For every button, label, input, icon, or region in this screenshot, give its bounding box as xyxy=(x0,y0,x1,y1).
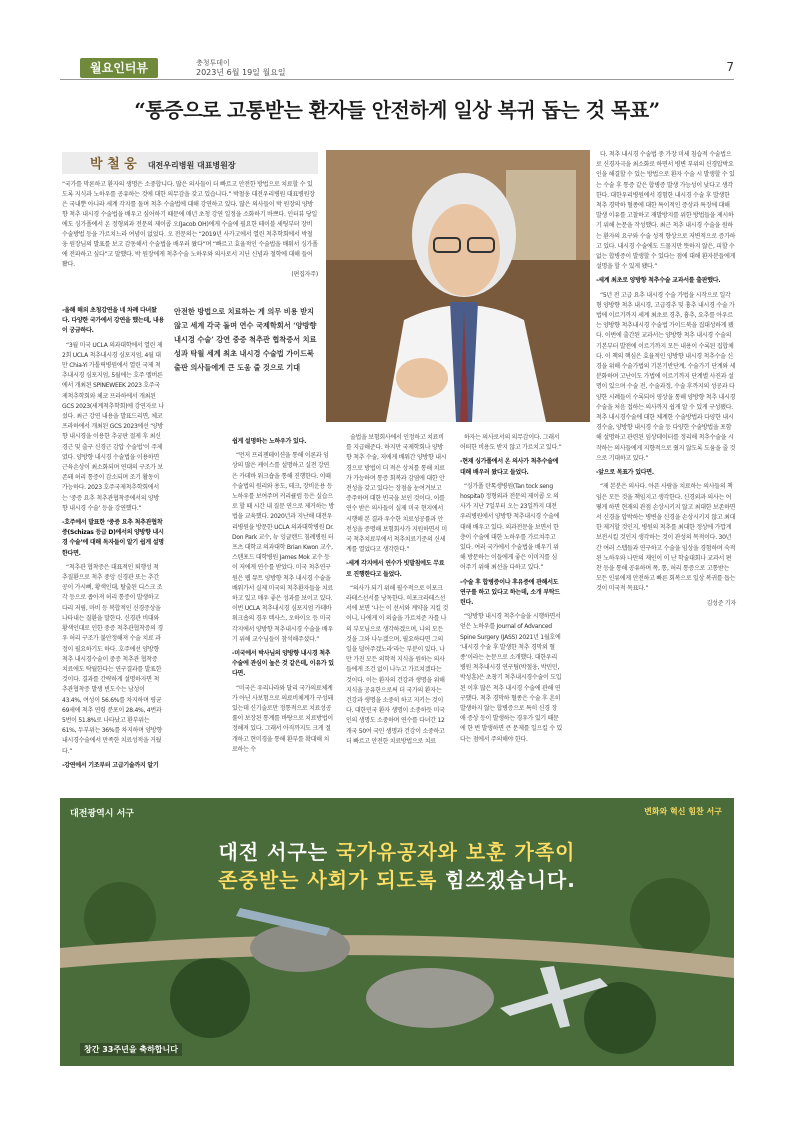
question: -세계 각지에서 연수가 빗발침에도 무료로 진행한다고 들었다. xyxy=(346,560,445,578)
answer: “5년 전 고급 요추 내시경 수술 가법을 시작으로 일각형 양방향 척추 내시경, 고급경추 및 흉추 내시경 수술 가법에 이르기까지 세계 최초로 경추, 흉추, 요추를 아우르는 양방향 척추내시경 수술법 가이드북을 집대성하게 됐다. 이번에 출간된 교과서는 양방향 척추 내시경 수술의 기본부터 발전에 이르기까지 모든 내용이 수록된 집합체다. 이 책의 핵심은 효율적인 양방향 내시경 척추수술 신경을 위해 수술가법의 기본기반단계, 수술가기 단계와 세분화하며 고난이도 가법에 이르기까지 단계별 사진과 설명이 있으며 수술 전, 수술과정, 수술 후까지의 성공과 다양한 시례들이 수록되어 영상을 통해 양방향 척추 내시경 수술을 처음 접하는 의사까지 쉽게 알 수 있게 구성됐다. 척추 내시경수술에 대한 체계한 수술방법과 다양한 내시경수술, 양방향 내시경 수술 등 다양한 수술방법을 포함해 설명하고 관련된 임상데이터를 정리해 척추수술을 시작하는 의사들에게 지향적으로 줬지 않도록 도움을 줄 것으로 기대하고 있다.” xyxy=(596,291,736,462)
ad-headline-line-2 xyxy=(60,864,734,893)
article-column-4 xyxy=(460,433,562,749)
article-column-1 xyxy=(62,302,164,775)
page-number: 7 xyxy=(726,60,734,74)
advertisement xyxy=(60,798,734,1066)
interviewee-banner xyxy=(62,152,318,174)
ad-district-logo: 대전광역시 서구 xyxy=(70,809,134,819)
question: -올해 해외 초청강연을 네 차례 다녀왔다. 다양한 국가에서 강연을 했는데, 내용이 궁금하다. xyxy=(62,307,164,335)
interviewee-name: 박 철 웅 xyxy=(90,157,137,172)
article-column-5 xyxy=(596,150,736,609)
ad-slogan: 변화와 혁신 힘찬 서구 xyxy=(644,807,722,816)
answer: “양방향 내시경 척추수술을 시행하면서 얻은 노하우를 Journal of Advanced Spine Surgery (JASS) 2021년 1월호에 ‘내시경 수술 후 발생한 척추 경막외 혈종’이라는 논문으로 소개했다. 대한우리병원 척추내시경 연구팀(박철웅, 박민민, 박성훈)은 초창기 척추내시경수술이 도입된 이후 많은 척추 내시경 수술에 관해 연구했다. 척추 경막하 혈종은 수술 후 흔히 발생하지 않는 합병증으로 특히 신경 장애 증상 등이 발생하는 경우가 있기 때문에 한 번 발생하면 큰 문제를 일으킬 수 있다는 점에서 주의해야 한다. xyxy=(460,613,562,743)
ad-highlight-text: 존중받는 사회가 되도록 xyxy=(218,868,438,892)
publication-name: 충청투데이 xyxy=(196,59,230,67)
question: -세계 최초로 양방향 척추수술 교과서를 출판했다. xyxy=(596,277,721,285)
question: -미국에서 박사님의 양방향 내시경 척추수술에 관심이 높은 것 같은데, 이유가 있다면. xyxy=(232,650,334,678)
ad-highlight-text: 국가유공자와 보훈 가족이 xyxy=(336,840,576,864)
headline: “통증으로 고통받는 환자들 안전하게 일상 복귀 돕는 것 목표” xyxy=(134,98,660,122)
section-tag: 월요인터뷰 xyxy=(80,58,158,78)
question: -강연에서 기조부터 고급기술까지 알기 xyxy=(62,761,159,769)
issue-date: 2023년 6월 19일 월요일 xyxy=(196,68,286,77)
article-column-3 xyxy=(346,433,448,751)
lede-text: “국가를 막론하고 환자의 생명은 소중합니다. 많은 의사들이 더 빠르고 안전한 방법으로 치료할 수 있도록 지식과 노하우를 공유하는 것에 대한 의무감을 갖고 있습니다.” 박철웅 대전우리병원 대표병원장은 국내뿐 아니라 세계 각지를 돌며 척추 수술법에 대해 강연하고 있다. 많은 의사들이 박 원장의 양방향 척추 내시경 수술법을 배우고 싶어하기 때문에 매년 초청 강연 일정을 소화하기 바쁘다. 인터뷰 당일에도 싱가폴에서 온 정형외과 전문의 제이콥 오(Jacob OH)에게 수술에 필요한 테이블 세팅부터 장비 수술방법 등을 가르치느라 여념이 없었다. 오 전문의는 “2019년 사카고에서 열린 척추학회에서 박철웅 원장님의 발표를 보고 감동해서 수술법을 배우러 왔다”며 “빠르고 효율적인 수술법을 배워서 싱가폴에 전파하고 싶다”고 말했다. 박 원장에게 척추수술 노하우와 의사로서 지닌 신념과 철학에 대해 들어봤다. xyxy=(62,181,318,268)
pull-quote: 안전한 방법으로 치료하는 게 의무 비용 받지 않고 세계 각국 돌며 연수 국제학회서 ‘양방향 내시경 수술’ 강연 중증 척추관 협착증서 치료 성과 탁월 세계 최초 내시경 수술법 가이드북 출판 의사들에게 큰 도움 줄 것으로 기대 xyxy=(174,307,317,372)
editor-note: (편집자주) xyxy=(291,271,318,278)
ad-text: 대전 서구는 xyxy=(218,840,337,864)
portrait-illustration xyxy=(326,150,590,422)
answer: “척추관 협착증은 대표적인 퇴행성 척추질환으로 척추 중앙 신경관 또는 추간공이 가시뼈, 황색인대, 탈출된 디스크 조각 등으로 좁아져 허리 통증이 발생하고 다리 저림, 마비 등 복합적인 신경증상을 나타내는 질환을 말한다. 신경관 비대와 황색인대로 인한 중증 척추관협착증의 경우 허리 구조가 불안정해져 수술 치료 과정이 필요하기도 하다. 호주에선 양방향 척추 내시경수술이 중증 척추관 협착증 치료에도 탁월한다는 연구결과를 발표한 것이다. 결과를 간략하게 설명하자면 척추관협착증 발생 빈도수는 남성이 43.4%, 여성이 56.6%를 차지하며 평균 69세에 척추 연령 분포이 28.4%, 4번과 5번이 51.8%로 나타났고 환부위는 61%, 두부위는 36%를 차지하며 양방향 내시경수술에서 만족한 치료성적을 거뒀다.” xyxy=(62,563,163,755)
byline: 김성준 기자 xyxy=(706,599,736,607)
page-header xyxy=(60,58,734,80)
masthead-block xyxy=(196,59,286,77)
answer: “제 본분은 의사다. 아픈 사람을 치료하는 의사들의 책임은 모든 것을 책임지고 생각한다. 신경외과 의사는 어떻게 하면 현재의 관점 손상시키지 않고 최대한 보존하면서 신경을 압박하는 병변을 신경을 손상시키지 않고 최대한 제거할 것인지, 병원의 척추를 최대한 정상에 가깝게 보전시킬 것인지 생각하는 것이 관성의 목적이다. 30년간 여러 스텝들과 연구하고 수술을 임상을 경험하며 숙적된 노하우와 나만의 재인이 이 난 학술대회나 교과서 편찬 등을 통해 공유하며 폭, 통, 허리 통증으로 고통받는 모든 인류에게 안전하고 빠른 회복으로 일상 복귀를 돕는 것이 미국적 목표다.” xyxy=(596,483,736,593)
answer: 다. 척추 내시경 수술법 중 가장 미세 침습적 수술법으로 신경자극을 최소화로 하면서 병변 부위의 신경압박요인을 해결할 수 있는 방법으로 환자 수술 시 발생할 수 있는 수술 후 통증 같은 합병증 발생 가능성이 낮다고 생각한다. 대한우리병원에서 경험한 내시경 수술 후 발생한 척추 경막하 혈종에 대한 특이적인 증상과 특징에 대해 발생 이유를 고찰하고 재발방지를 위한 방법들을 제시하기 위해 논문을 작성했다. 최근 척추 내시경 수술을 원하는 환자의 요구와 수술 성적 향상으로 저변적으로 증가하고 있다. 내시경 수술에도 드물지만 뜻하지 않은, 피할 수 없는 합병증이 발생할 수 있다는 점에 대해 환자분들에게 설명을 할 수 있게 됐다.” xyxy=(596,151,736,271)
answer: 술법을 보험회사에서 인정하고 치료비를 지급해준다. 하지만 국제학회나 양방향 척추 수술, 저에게 배워간 양방향 내시경으로 방법이 더 적은 상처를 통해 치료가 가능하며 통증 회복과 감염에 대한 안전성을 갖고 있다는 장점을 눈여겨보고 증주하며 대한 빈국을 보인 것이다. 이를 연수 받은 의사들이 실제 미국 현지에서 시행해 본 결과 우수한 치료성공률과 안전성을 증명해 보험회사가 지원하면서 미국 척추치료부에서 척추치료기준의 신세계를 열었다고 생각한다.” xyxy=(346,434,447,554)
answer: “미국은 우리나라와 달리 국가의료체계가 아닌 사보험으로 의료비체계가 구성돼 있는데 신기술로만 정통적으로 치료성공률이 보장된 통계를 바탕으로 치료방법이 정해져 있다. 그래서 아직까지도 크게 절개하고 현미경을 통해 환부를 확대해 치료하는 수 xyxy=(232,684,333,753)
question: 쉽게 설명하는 노하우가 있다. xyxy=(232,438,307,445)
answer: “3월 미국 UCLA 의과대학에서 열린 제2회 UCLA 척추내시경 심포지엄, 4월 대만 Chia-Yi 가톨릭병원에서 열린 국제 척추내시경 심포지엄, 5월에는 호주 멜버른에서 개최된 SPINEWEEK 2023 호주국제척추학회와 체코 프라하에서 개최된 GCS 2023(세계척추학회)에 강연자로 나섰다. 최근 강연 내용을 발표드리면, 체코 프라하에서 개최된 GCS 2023에선 ‘양방향 내시경을 이용한 추궁판 절제 후 최신경근 및 출구 신경근 감압 수술법’이 주제였다. 양방향 내시경 수술법을 이용하면 근육손상이 최소화되며 연대의 구조가 보존돼 허리 통증이 감소되며 조기 활동이 가능하다. 2023 호주국제척추학회에서는 ‘중증 요추 척추관협착증에서의 양방향 내시경 수술’ 등을 강연했다.” xyxy=(62,341,164,512)
answer: “싱가폴 탄톡셍병원(Tan tock seng hospital) 정형외과 전문의 제이콥 오 의사가 지난 7일부터 오는 23일까지 대전우리병원에서 양방향 척추내시경 수술에 대해 배우고 있다. 의과전문을 보면서 한층이 수술에 대한 노하우를 가르쳐주고 있다. 여러 국가에서 수술법을 배우기 위해 방문하는 이들에게 좋은 이미지를 심어주기 위해 최선을 다하고 있다.” xyxy=(460,482,560,572)
question: -수술 후 합병증이나 후유증에 관해서도 연구를 하고 있다고 하는데, 소개 부탁드린다. xyxy=(460,578,560,607)
question: -현재 싱가폴에서 온 의사가 척추수술에 대해 배우러 왔다고 들었다. xyxy=(460,458,559,476)
interviewee-title: 대전우리병원 대표병원장 xyxy=(147,161,236,170)
ad-text: 힘쓰겠습니다. xyxy=(437,868,576,892)
ad-anniversary-note: 창간 33주년을 축하합니다 xyxy=(80,1043,182,1056)
answer: “먼저 프리젠테이션을 통해 이론과 임상의 많은 케이스를 설명하고 실전 강연은 카데바 워크숍을 통해 진행한다. 이때 수술법의 원리와 용도, 테크, 장비운용 등 노하우를 보여주며 커리큘럼 등은 실습으로 할 때 시간 내 질문 연으로 제거하는 방법을 교육했다. 2020년과 지난해 대전우리병원을 방문한 UCLA 의과대학병원 Dr. Don Park 교수, 뉴 잉글랜드 침례병원 터프츠 대학교 의과대학 Brian Kwon 교수, 스탠포드 대학병원 James Mok 교수 등이 저에게 연수를 받았다. 미국 척추연구원은 웹 뮤트 양방향 척추 내시경 수술을 배워가서 실제 미국의 척추환자들을 치료하고 있고 매우 좋은 성과를 보이고 있다. 이번 UCLA 척추내시경 심포지엄 카데바 워크숍의 경우 텍사스, 오하이오 등 미국 각지에서 양방향 척추내시경 수술을 배우기 위해 교수님들이 참석해주셨다.” xyxy=(232,452,334,643)
interviewee-photo xyxy=(326,150,590,422)
answer: “의사가 되기 위해 필수적으로 이포크라테스선서를 낭독한다. 히포크라테스선서에 보면 ‘나는 이 선서와 계약을 지킬 것이니, 나에게 이 의술을 가르쳐준 자를 나의 부모님으로 생각하겠으며, 나의 모든 것을 그와 나누겠으며, 필요하다면 그의 일을 덜어주겠노라’라는 부분이 있다. 나만 가진 모든 의학적 지식을 원하는 의사들에게 조건 없이 나누고 가르치겠다는 것이다. 이는 환자의 건강과 생명을 위해 지식을 공유한으로써 더 국가의 환자는 건강과 생명을 소중히 하고 지키는 것이다. 대한민국 환자 생명이 소중하듯 미국인의 생명도 소중하며 연수를 다녀간 12개국 50여 국민 생명과 건강이 소중하고 더 빠르고 안전한 치료방법으로 치료 xyxy=(346,584,448,745)
answer: 하자는 의사로서의 의무감이다. 그래서 어떠한 비용도 받지 않고 가르치고 있다.” xyxy=(460,434,562,452)
lede-paragraph xyxy=(62,180,318,280)
ad-headline-line-1 xyxy=(60,836,734,865)
question: -호주에서 발표한 ‘중증 요추 척추관협착증(Schizas 등급 D)에서의 양방향 내시경 수술’에 대해 독자들이 알기 쉽게 설명한다면. xyxy=(62,519,164,557)
question: -앞으로 목표가 있다면. xyxy=(596,469,654,477)
article-column-2 xyxy=(232,433,334,759)
